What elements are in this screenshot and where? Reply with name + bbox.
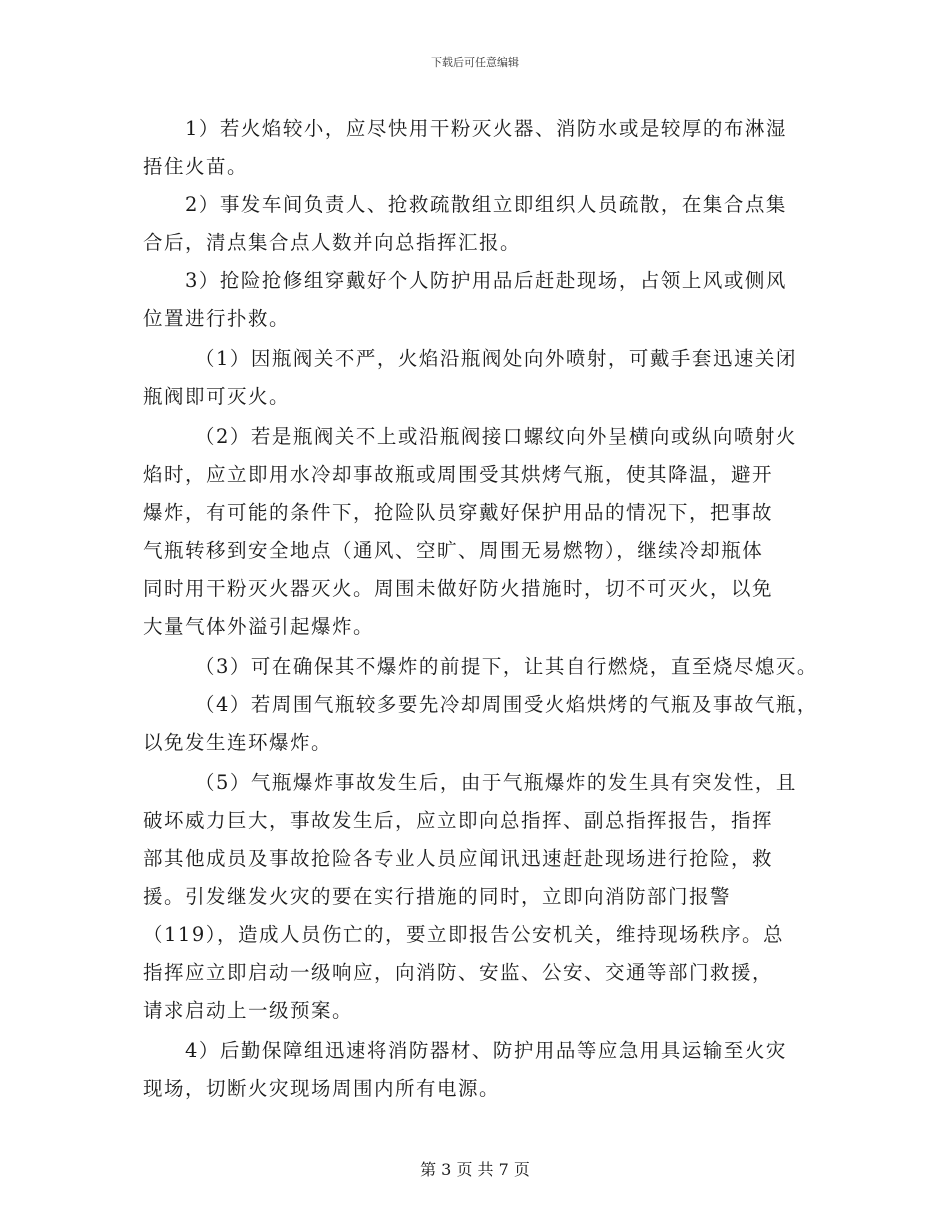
document-body <box>143 110 823 1108</box>
text-line: 大量气体外溢引起爆炸。 <box>143 615 375 638</box>
text-line: 3）抢险抢修组穿戴好个人防护用品后赶赴现场，占领上风或侧风 <box>185 269 787 292</box>
text-line: （1）因瓶阀关不严，火焰沿瓶阀处向外喷射，可戴手套迅速关闭 <box>195 347 797 370</box>
text-line: （119），造成人员伤亡的，要立即报告公安机关，维持现场秩序。总 <box>143 923 784 946</box>
text-line: 合后，清点集合点人数并向总指挥汇报。 <box>143 231 522 254</box>
text-line: （3）可在确保其不爆炸的前提下，让其自行燃烧，直至烧尽熄灭。 <box>195 655 818 678</box>
text-line: 1）若火焰较小，应尽快用干粉灭火器、消防水或是较厚的布淋湿 <box>185 117 787 140</box>
text-line: 以免发生连环爆炸。 <box>143 731 333 754</box>
text-line: 瓶阀即可灭火。 <box>143 385 291 408</box>
text-line: 捂住火苗。 <box>143 155 249 178</box>
text-line: （2）若是瓶阀关不上或沿瓶阀接口螺纹向外呈横向或纵向喷射火 <box>195 425 797 448</box>
text-line: 破坏威力巨大，事故发生后，应立即向总指挥、副总指挥报告，指挥 <box>143 809 774 832</box>
text-line: 位置进行扑救。 <box>143 307 291 330</box>
text-line: 部其他成员及事故抢险各专业人员应闻讯迅速赶赴现场进行抢险，救 <box>143 847 774 870</box>
text-line: 现场，切断火灾现场周围内所有电源。 <box>143 1077 501 1100</box>
page-number-footer: 第 3 页 共 7 页 <box>420 1160 530 1179</box>
text-line: 同时用干粉灭火器灭火。周围未做好防火措施时，切不可灭火，以免 <box>143 577 774 600</box>
text-line: （4）若周围气瓶较多要先冷却周围受火焰烘烤的气瓶及事故气瓶， <box>195 693 818 716</box>
text-line: 气瓶转移到安全地点（通风、空旷、周围无易燃物），继续冷却瓶体 <box>143 539 764 562</box>
text-line: 请求启动上一级预案。 <box>143 999 354 1022</box>
text-line: 4）后勤保障组迅速将消防器材、防护用品等应急用具运输至火灾 <box>185 1039 787 1062</box>
text-line: 指挥应立即启动一级响应，向消防、安监、公安、交通等部门救援， <box>143 961 774 984</box>
text-line: 援。引发继发火灾的要在实行措施的同时，立即向消防部门报警 <box>143 885 732 908</box>
text-line: 爆炸，有可能的条件下，抢险队员穿戴好保护用品的情况下，把事故 <box>143 501 774 524</box>
text-line: （5）气瓶爆炸事故发生后，由于气瓶爆炸的发生具有突发性，且 <box>195 771 797 794</box>
text-line: 2）事发车间负责人、抢救疏散组立即组织人员疏散，在集合点集 <box>185 193 787 216</box>
text-line: 焰时，应立即用水冷却事故瓶或周围受其烘烤气瓶，使其降温，避开 <box>143 463 774 486</box>
page-header-note: 下载后可任意编辑 <box>431 56 519 69</box>
